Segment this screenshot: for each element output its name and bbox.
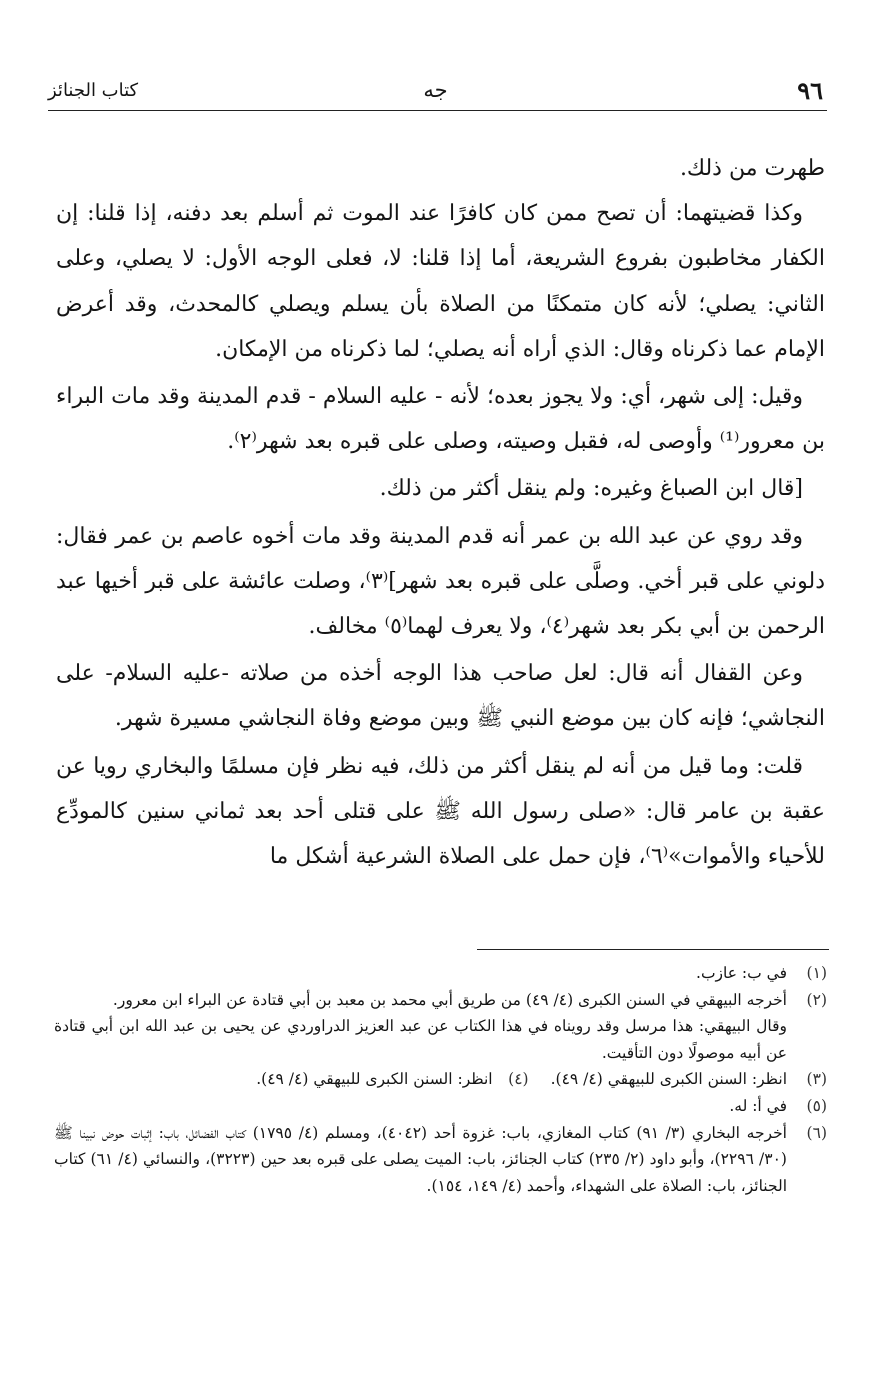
footnote-text: انظر: السنن الكبرى للبيهقي (٤/ ٤٩). xyxy=(550,1070,787,1089)
paragraph: قلت: وما قيل من أنه لم ينقل أكثر من ذلك، فيه نظر فإن مسلمًا والبخاري رويا عن عقبة بن عامر قال: «صلى رسول الله ﷺ على قتلى أحد بعد ثماني سنين كالمودِّع للأحياء والأموات»⁽٦⁾، فإن حمل على الصلاة الشرعية أشكل ما xyxy=(56,753,825,870)
footnote-text: في أ: له. xyxy=(729,1096,787,1115)
footnote-divider xyxy=(477,949,829,950)
main-text xyxy=(56,146,825,879)
footnote-text: انظر: السنن الكبرى للبيهقي (٤/ ٤٩). xyxy=(256,1070,493,1089)
footnote-marker: (٥) xyxy=(806,1096,827,1115)
chapter-title: كتاب الجنائز xyxy=(48,80,139,101)
paragraph: طهرت من ذلك. xyxy=(679,156,825,181)
header-divider xyxy=(48,110,827,111)
footnote-5 xyxy=(54,1093,827,1120)
header-center-mark: جه xyxy=(423,78,448,102)
page-number: ٩٦ xyxy=(797,76,823,105)
footnote-marker: (٤) xyxy=(508,1070,529,1089)
footnote-1 xyxy=(54,960,827,987)
footnotes xyxy=(54,960,827,1199)
footnote-marker: (٣) xyxy=(806,1070,827,1089)
footnote-marker: (٦) xyxy=(806,1123,827,1142)
paragraph: وقيل: إلى شهر، أي: ولا يجوز بعده؛ لأنه - عليه السلام - قدم المدينة وقد مات البراء بن معرور⁽¹⁾ وأوصى له، فقبل وصيته، وصلى على قبره بعد شهر⁽٢⁾. xyxy=(56,384,825,455)
footnote-3 xyxy=(551,1066,827,1093)
footnote-2-continuation: وقال البيهقي: هذا مرسل وقد رويناه في هذا الكتاب عن عبد العزيز الدراوردي عن يحيى بن عبد الله ابن أبي قتادة عن أبيه موصولًا دون التأقيت. xyxy=(54,1017,787,1062)
running-header xyxy=(48,76,823,106)
footnote-2 xyxy=(54,987,827,1014)
footnote-marker: (٢) xyxy=(806,990,827,1009)
paragraph: [قال ابن الصباغ وغيره: ولم ينقل أكثر من ذلك. xyxy=(379,476,803,502)
footnote-text: أخرجه البخاري (٣/ ٩١) كتاب المغازي، باب: غزوة أحد (٤٠٤٢)، ومسلم (٤/ ١٧٩٥) كتاب الفضائل، باب: إثبات حوض نبينا ﷺ (٣٠/ ٢٢٩٦)، وأبو داود (٢/ ٢٣٥) كتاب الجنائز، باب: الميت يصلى على قبره بعد حين (٣٢٢٣)، والنسائي (٤/ ٦١) كتاب الجنائز، باب: الصلاة على الشهداء، وأحمد (٤/ ١٤٩، ١٥٤). xyxy=(54,1123,787,1195)
footnote-text: في ب: عازب. xyxy=(696,964,787,982)
paragraph: وقد روي عن عبد الله بن عمر أنه قدم المدينة وقد مات أخوه عاصم بن عمر فقال: دلوني على قبر أخي. وصلَّى على قبره بعد شهر]⁽٣⁾، وصلت عائشة على قبر أخيها عبد الرحمن بن أبي بكر بعد شهر⁽٤⁾، ولا يعرف لهما⁽٥⁾ مخالف. xyxy=(56,523,825,640)
footnote-text: أخرجه البيهقي في السنن الكبرى (٤/ ٤٩) من طريق أبي محمد بن معبد بن أبي قتادة عن البراء ابن معرور. xyxy=(112,990,787,1009)
paragraph: وعن القفال أنه قال: لعل صاحب هذا الوجه أخذه من صلاته -عليه السلام- على النجاشي؛ فإنه كان بين موضع النبي ﷺ وبين موضع وفاة النجاشي مسيرة شهر. xyxy=(56,661,825,732)
footnote-4 xyxy=(256,1066,528,1093)
paragraph: وكذا قضيتهما: أن تصح ممن كان كافرًا عند الموت ثم أسلم بعد دفنه، إذا قلنا: إن الكفار مخاطبون بفروع الشريعة، أما إذا قلنا: لا، فعلى الوجه الأول: لا يصلي، وعلى الثاني: يصلي؛ لأنه كان متمكنًا من الصلاة بأن يسلم ويصلي كالمحدث، وقد أعرض الإمام عما ذكرناه وقال: الذي أراه أنه يصلي؛ لما ذكرناه من الإمكان. xyxy=(56,201,825,362)
footnote-6 xyxy=(54,1120,827,1200)
footnote-marker: (١) xyxy=(806,964,827,982)
footnote-row-3-4 xyxy=(54,1066,827,1093)
